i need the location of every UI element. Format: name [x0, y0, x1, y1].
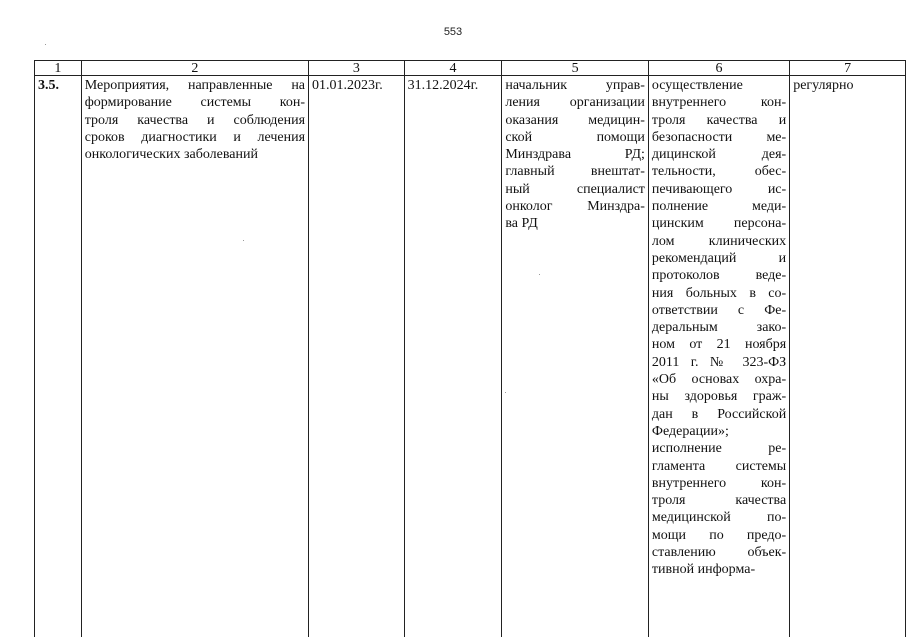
text-line: протоколов веде- [651, 268, 787, 284]
scan-speck [539, 274, 540, 275]
text-line: ния больных в со- [651, 285, 787, 301]
text-line: троля качества [651, 493, 787, 509]
text-line: мощи по предо- [651, 527, 787, 543]
text-line: осуществление [651, 78, 743, 93]
result-text [652, 77, 786, 579]
text-line: исполнение ре- [651, 441, 787, 457]
text-line: «Об основах охра- [651, 372, 787, 388]
text-line: 2011 г. № 323-ФЗ [651, 354, 787, 370]
text-line: ления организации [505, 95, 645, 111]
start-date: 01.01.2023г. [312, 78, 383, 93]
text-line: троля качества и соблюдения [84, 112, 306, 128]
text-line: деральным зако- [651, 320, 787, 336]
header-col-6: 6 [648, 61, 789, 76]
text-line: Минздрава РД; [505, 147, 645, 163]
header-col-2: 2 [81, 61, 308, 76]
text-line: онкологических заболеваний [84, 147, 258, 163]
end-date-cell [404, 76, 502, 638]
text-line: тельности, обес- [651, 164, 787, 180]
measure-cell [81, 76, 308, 638]
text-line: ный специалист [505, 181, 645, 197]
text-line: внутреннего кон- [651, 95, 787, 111]
plan-table [34, 60, 906, 637]
end-date: 31.12.2024г. [407, 78, 479, 93]
text-line: внутреннего кон- [651, 475, 787, 491]
text-line: ны здоровья граж- [651, 389, 787, 405]
scan-speck [45, 44, 46, 45]
text-line: печивающего ис- [651, 181, 787, 197]
text-line: начальник управ- [505, 78, 645, 93]
scan-speck [243, 240, 244, 241]
row-number: 3.5. [35, 76, 82, 638]
text-line: троля качества и [651, 112, 787, 128]
text-line: ном от 21 ноября [651, 337, 787, 353]
responsible-text [505, 77, 645, 233]
header-col-4: 4 [404, 61, 502, 76]
periodicity-cell [790, 76, 906, 638]
text-line: тивной информа- [651, 562, 756, 578]
text-line: онколог Минздра- [505, 199, 645, 215]
table-row [35, 76, 906, 638]
text-line: оказания медицин- [505, 112, 645, 128]
text-line: Мероприятия, направленные на [84, 78, 306, 93]
header-col-5: 5 [502, 61, 649, 76]
periodicity: регулярно [793, 78, 854, 93]
text-line: полнение меди- [651, 199, 787, 215]
start-date-cell [309, 76, 405, 638]
text-line: Федерации»; [651, 423, 729, 439]
text-line: безопасности ме- [651, 129, 787, 145]
header-col-7: 7 [790, 61, 906, 76]
text-line: сроков диагностики и лечения [84, 129, 306, 145]
header-row [35, 61, 906, 76]
text-line: ставлению объек- [651, 545, 787, 561]
text-line: ва РД [505, 216, 538, 232]
text-line: медицинской по- [651, 510, 787, 526]
text-line: лом клинических [651, 233, 787, 249]
text-line: гламента системы [651, 458, 787, 474]
text-line: ской помощи [505, 129, 645, 145]
responsible-cell [502, 76, 649, 638]
text-line: рекомендаций и [651, 250, 787, 266]
text-line: главный внештат- [505, 164, 645, 180]
text-line: цинским персона- [651, 216, 787, 232]
text-line: дицинской дея- [651, 147, 787, 163]
text-line: формирование системы кон- [84, 95, 306, 111]
text-line: дан в Российской [651, 406, 787, 422]
page-number: 553 [443, 26, 463, 38]
text-line: ответствии с Фе- [651, 302, 787, 318]
header-col-1: 1 [35, 61, 82, 76]
scan-speck [505, 392, 506, 393]
result-cell [648, 76, 789, 638]
measure-text [85, 77, 305, 163]
header-col-3: 3 [309, 61, 405, 76]
